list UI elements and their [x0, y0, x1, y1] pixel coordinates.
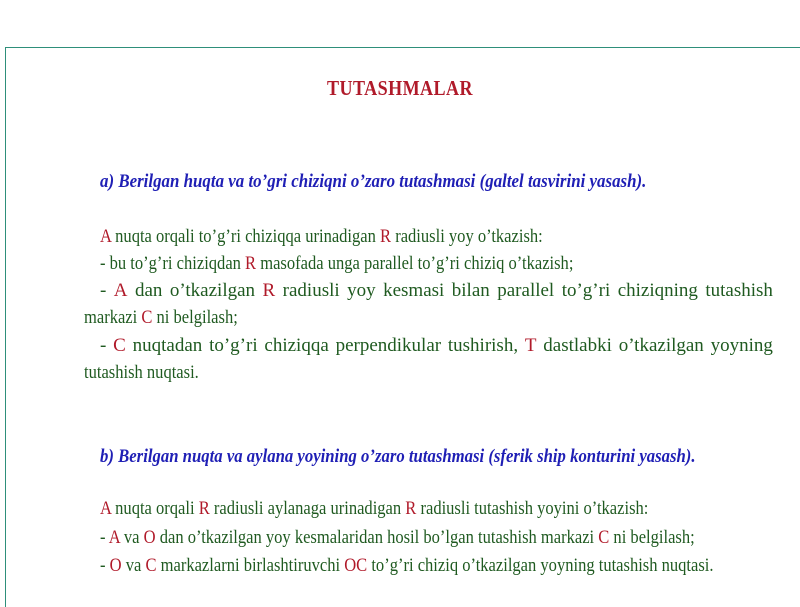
text-span: radiusli [282, 280, 340, 301]
text-span: o’tkazilgan [169, 280, 256, 301]
text-span: chiziqning [617, 280, 698, 301]
text-span: - [100, 555, 110, 576]
text-span: tushirish, [447, 335, 519, 356]
point-label: C [598, 527, 610, 548]
text-span: - [100, 335, 107, 356]
point-label: C [113, 335, 126, 356]
text-span: ni belgilash; [152, 307, 238, 328]
section-a-line-1 [100, 226, 543, 248]
point-label: T [524, 335, 537, 356]
section-a-heading: a) Berilgan huqta va to’gri chiziqni o’zaro tutashmasi (galtel tasvirini yasash). [100, 171, 647, 192]
point-label: C [141, 307, 153, 328]
point-label: OC [344, 555, 368, 576]
text-span: tutashish [705, 280, 773, 301]
text-span: bilan [451, 280, 490, 301]
text-span: yoy [347, 280, 376, 301]
section-a-line-4 [84, 307, 238, 329]
text-span: masofada unga parallel to’g’ri chiziq o’tkazish; [256, 253, 574, 274]
section-b-heading: b) Berilgan nuqta va aylana yoyining o’zaro tutashmasi (sferik ship konturini yasash). [100, 446, 696, 467]
text-span: va [119, 527, 144, 548]
point-label: A [100, 498, 112, 519]
point-label: O [143, 527, 156, 548]
text-span: perpendikular [335, 335, 442, 356]
section-a-line-5 [100, 335, 773, 357]
text-span: radiusli yoy o’tkazish: [391, 226, 543, 247]
section-b-line-3 [100, 555, 714, 577]
text-span: parallel [497, 280, 555, 301]
text-span: to’g’ri chiziq o’tkazilgan yoyning tutashish nuqtasi. [367, 555, 714, 576]
text-span: - [100, 280, 107, 301]
text-span: ni belgilash; [609, 527, 695, 548]
section-b-line-1 [100, 498, 648, 520]
point-label: R [245, 253, 257, 274]
text-span: dan o’tkazilgan yoy kesmalaridan hosil bo’lgan tutashish markazi [155, 527, 599, 548]
text-span: nuqta orqali to’g’ri chiziqqa urinadigan [111, 226, 381, 247]
point-label: C [145, 555, 157, 576]
text-span: kesmasi [383, 280, 445, 301]
text-span: dan [135, 280, 163, 301]
text-span: yoyning [710, 335, 773, 356]
text-span: markazlarni birlashtiruvchi [156, 555, 345, 576]
point-label: A [108, 527, 120, 548]
text-span: markazi [84, 307, 142, 328]
point-label: A [113, 280, 128, 301]
text-span: to’g’ri [209, 335, 258, 356]
point-label: R [405, 498, 417, 519]
page-title: TUTASHMALAR [327, 76, 473, 100]
point-label: R [262, 280, 276, 301]
text-span: dastlabki [543, 335, 612, 356]
text-span: tutashish nuqtasi. [84, 362, 199, 383]
section-a-line-3 [100, 280, 773, 302]
section-a-line-2 [100, 253, 573, 275]
section-a-line-6 [84, 362, 199, 384]
section-b-line-2 [100, 527, 695, 549]
text-span: radiusli aylanaga urinadigan [209, 498, 406, 519]
point-label: R [198, 498, 210, 519]
point-label: R [380, 226, 392, 247]
text-span: va [121, 555, 146, 576]
point-label: O [109, 555, 122, 576]
text-span: - bu to’g’ri chiziqdan [100, 253, 246, 274]
text-span: nuqtadan [132, 335, 203, 356]
text-span: radiusli tutashish yoyini o’tkazish: [416, 498, 649, 519]
text-span: nuqta orqali [111, 498, 199, 519]
point-label: A [100, 226, 112, 247]
text-span: to’g’ri [561, 280, 611, 301]
text-span: - [100, 527, 109, 548]
text-span: chiziqqa [264, 335, 329, 356]
text-span: o’tkazilgan [618, 335, 704, 356]
